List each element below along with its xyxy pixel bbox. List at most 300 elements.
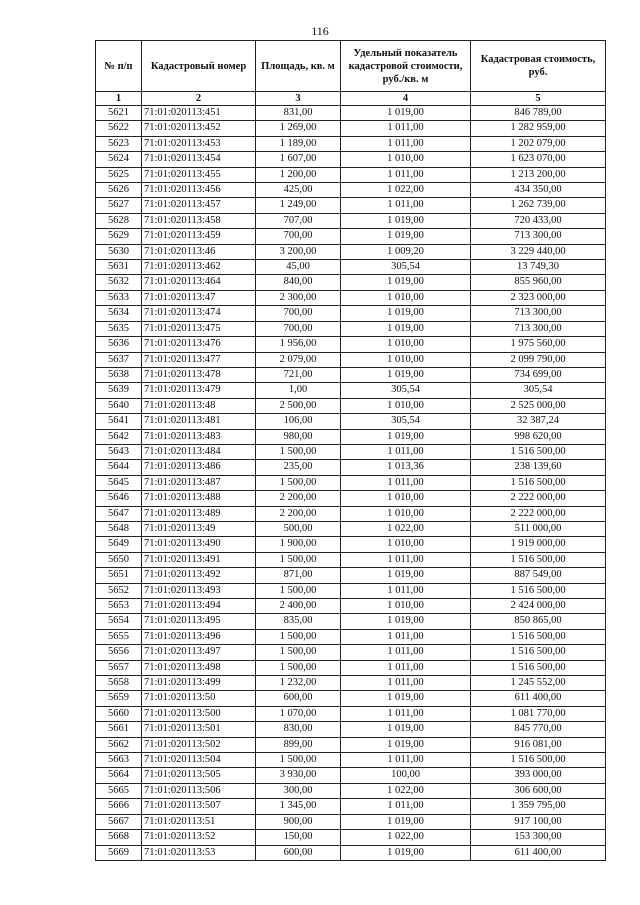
cadastral-cost-cell: 32 387,24 <box>471 414 606 429</box>
table-row <box>96 337 606 352</box>
specific-value-cell: 1 019,00 <box>341 106 471 121</box>
table-row <box>96 460 606 475</box>
area-cell: 1 500,00 <box>256 444 341 459</box>
cadastral-number-cell: 71:01:020113:477 <box>142 352 256 367</box>
cadastral-number-cell: 71:01:020113:490 <box>142 537 256 552</box>
row-number-cell: 5667 <box>96 814 142 829</box>
area-cell: 1 500,00 <box>256 645 341 660</box>
header-area: Площадь, кв. м <box>256 41 341 92</box>
area-cell: 2 200,00 <box>256 506 341 521</box>
row-number-cell: 5647 <box>96 506 142 521</box>
specific-value-cell: 1 022,00 <box>341 183 471 198</box>
cadastral-number-cell: 71:01:020113:496 <box>142 629 256 644</box>
specific-value-cell: 1 011,00 <box>341 660 471 675</box>
row-number-cell: 5635 <box>96 321 142 336</box>
area-cell: 106,00 <box>256 414 341 429</box>
area-cell: 871,00 <box>256 568 341 583</box>
row-number-cell: 5645 <box>96 475 142 490</box>
specific-value-cell: 1 019,00 <box>341 321 471 336</box>
row-number-cell: 5649 <box>96 537 142 552</box>
specific-value-cell: 1 019,00 <box>341 814 471 829</box>
cadastral-number-cell: 71:01:020113:459 <box>142 229 256 244</box>
cadastral-number-cell: 71:01:020113:484 <box>142 444 256 459</box>
cadastral-cost-cell: 720 433,00 <box>471 213 606 228</box>
row-number-cell: 5629 <box>96 229 142 244</box>
row-number-cell: 5625 <box>96 167 142 182</box>
table-row <box>96 306 606 321</box>
cadastral-number-cell: 71:01:020113:505 <box>142 768 256 783</box>
column-number: 1 <box>96 92 142 106</box>
cadastral-cost-cell: 611 400,00 <box>471 691 606 706</box>
specific-value-cell: 1 011,00 <box>341 645 471 660</box>
cadastral-number-cell: 71:01:020113:474 <box>142 306 256 321</box>
area-cell: 1 249,00 <box>256 198 341 213</box>
specific-value-cell: 1 011,00 <box>341 676 471 691</box>
cadastral-number-cell: 71:01:020113:457 <box>142 198 256 213</box>
row-number-cell: 5666 <box>96 799 142 814</box>
cadastral-number-cell: 71:01:020113:492 <box>142 568 256 583</box>
header-cadastral-cost: Кадастровая стоимость, руб. <box>471 41 606 92</box>
cadastral-number-cell: 71:01:020113:507 <box>142 799 256 814</box>
area-cell: 1 500,00 <box>256 475 341 490</box>
table-row <box>96 599 606 614</box>
row-number-cell: 5643 <box>96 444 142 459</box>
cadastral-cost-cell: 1 975 560,00 <box>471 337 606 352</box>
column-number: 2 <box>142 92 256 106</box>
specific-value-cell: 1 013,36 <box>341 460 471 475</box>
specific-value-cell: 1 010,00 <box>341 352 471 367</box>
specific-value-cell: 1 010,00 <box>341 491 471 506</box>
table-row <box>96 722 606 737</box>
cadastral-cost-cell: 2 424 000,00 <box>471 599 606 614</box>
cadastral-cost-cell: 1 202 079,00 <box>471 136 606 151</box>
specific-value-cell: 1 019,00 <box>341 568 471 583</box>
area-cell: 2 500,00 <box>256 398 341 413</box>
specific-value-cell: 1 011,00 <box>341 799 471 814</box>
area-cell: 1 500,00 <box>256 552 341 567</box>
row-number-cell: 5668 <box>96 830 142 845</box>
cadastral-cost-cell: 1 516 500,00 <box>471 645 606 660</box>
cadastral-cost-cell: 1 919 000,00 <box>471 537 606 552</box>
specific-value-cell: 1 011,00 <box>341 475 471 490</box>
specific-value-cell: 1 010,00 <box>341 398 471 413</box>
cadastral-cost-cell: 511 000,00 <box>471 521 606 536</box>
specific-value-cell: 1 010,00 <box>341 537 471 552</box>
row-number-cell: 5624 <box>96 152 142 167</box>
cadastral-number-cell: 71:01:020113:493 <box>142 583 256 598</box>
cadastral-number-cell: 71:01:020113:478 <box>142 367 256 382</box>
cadastral-number-cell: 71:01:020113:47 <box>142 290 256 305</box>
table-row <box>96 783 606 798</box>
row-number-cell: 5630 <box>96 244 142 259</box>
cadastral-number-cell: 71:01:020113:488 <box>142 491 256 506</box>
area-cell: 3 200,00 <box>256 244 341 259</box>
row-number-cell: 5665 <box>96 783 142 798</box>
area-cell: 1 232,00 <box>256 676 341 691</box>
row-number-cell: 5669 <box>96 845 142 860</box>
column-number-row <box>96 92 606 106</box>
area-cell: 830,00 <box>256 722 341 737</box>
specific-value-cell: 1 009,20 <box>341 244 471 259</box>
specific-value-cell: 1 019,00 <box>341 691 471 706</box>
row-number-cell: 5639 <box>96 383 142 398</box>
cadastral-number-cell: 71:01:020113:51 <box>142 814 256 829</box>
header-row-number: № п/п <box>96 41 142 92</box>
cadastral-cost-cell: 1 081 770,00 <box>471 706 606 721</box>
area-cell: 899,00 <box>256 737 341 752</box>
area-cell: 721,00 <box>256 367 341 382</box>
table-row <box>96 629 606 644</box>
area-cell: 1 269,00 <box>256 121 341 136</box>
specific-value-cell: 1 011,00 <box>341 444 471 459</box>
row-number-cell: 5627 <box>96 198 142 213</box>
area-cell: 1 500,00 <box>256 583 341 598</box>
specific-value-cell: 1 019,00 <box>341 614 471 629</box>
cadastral-cost-cell: 855 960,00 <box>471 275 606 290</box>
area-cell: 1 900,00 <box>256 537 341 552</box>
cadastral-number-cell: 71:01:020113:506 <box>142 783 256 798</box>
column-number: 5 <box>471 92 606 106</box>
area-cell: 1 345,00 <box>256 799 341 814</box>
area-cell: 707,00 <box>256 213 341 228</box>
cadastral-cost-cell: 306 600,00 <box>471 783 606 798</box>
table-row <box>96 814 606 829</box>
specific-value-cell: 1 010,00 <box>341 337 471 352</box>
area-cell: 831,00 <box>256 106 341 121</box>
row-number-cell: 5628 <box>96 213 142 228</box>
cadastral-cost-cell: 1 262 739,00 <box>471 198 606 213</box>
table-row <box>96 737 606 752</box>
area-cell: 835,00 <box>256 614 341 629</box>
table-row <box>96 167 606 182</box>
specific-value-cell: 1 011,00 <box>341 136 471 151</box>
row-number-cell: 5657 <box>96 660 142 675</box>
row-number-cell: 5633 <box>96 290 142 305</box>
area-cell: 1 607,00 <box>256 152 341 167</box>
table-row <box>96 213 606 228</box>
table-row <box>96 506 606 521</box>
table-row <box>96 321 606 336</box>
cadastral-cost-cell: 713 300,00 <box>471 229 606 244</box>
table-row <box>96 706 606 721</box>
area-cell: 300,00 <box>256 783 341 798</box>
area-cell: 900,00 <box>256 814 341 829</box>
specific-value-cell: 1 011,00 <box>341 583 471 598</box>
column-number: 4 <box>341 92 471 106</box>
cadastral-cost-cell: 1 359 795,00 <box>471 799 606 814</box>
cadastral-cost-cell: 916 081,00 <box>471 737 606 752</box>
specific-value-cell: 1 019,00 <box>341 737 471 752</box>
area-cell: 980,00 <box>256 429 341 444</box>
row-number-cell: 5642 <box>96 429 142 444</box>
cadastral-number-cell: 71:01:020113:479 <box>142 383 256 398</box>
table-row <box>96 660 606 675</box>
cadastral-cost-cell: 998 620,00 <box>471 429 606 444</box>
header-cadastral-number: Кадастровый номер <box>142 41 256 92</box>
table-row <box>96 475 606 490</box>
cadastral-number-cell: 71:01:020113:451 <box>142 106 256 121</box>
row-number-cell: 5638 <box>96 367 142 382</box>
specific-value-cell: 100,00 <box>341 768 471 783</box>
cadastral-number-cell: 71:01:020113:502 <box>142 737 256 752</box>
table-row <box>96 429 606 444</box>
cadastral-cost-cell: 434 350,00 <box>471 183 606 198</box>
cadastral-cost-cell: 1 282 959,00 <box>471 121 606 136</box>
specific-value-cell: 1 019,00 <box>341 429 471 444</box>
cadastral-number-cell: 71:01:020113:483 <box>142 429 256 444</box>
specific-value-cell: 1 022,00 <box>341 521 471 536</box>
table-header-row <box>96 41 606 92</box>
cadastral-cost-cell: 305,54 <box>471 383 606 398</box>
area-cell: 2 200,00 <box>256 491 341 506</box>
table-row <box>96 753 606 768</box>
area-cell: 3 930,00 <box>256 768 341 783</box>
cadastral-cost-cell: 1 516 500,00 <box>471 629 606 644</box>
cadastral-cost-cell: 1 623 070,00 <box>471 152 606 167</box>
table-row <box>96 691 606 706</box>
area-cell: 425,00 <box>256 183 341 198</box>
area-cell: 700,00 <box>256 229 341 244</box>
area-cell: 2 400,00 <box>256 599 341 614</box>
cadastral-cost-cell: 1 516 500,00 <box>471 475 606 490</box>
area-cell: 150,00 <box>256 830 341 845</box>
cadastral-cost-cell: 1 516 500,00 <box>471 660 606 675</box>
cadastral-number-cell: 71:01:020113:481 <box>142 414 256 429</box>
cadastral-number-cell: 71:01:020113:504 <box>142 753 256 768</box>
area-cell: 1 956,00 <box>256 337 341 352</box>
cadastral-cost-cell: 611 400,00 <box>471 845 606 860</box>
table-row <box>96 414 606 429</box>
specific-value-cell: 305,54 <box>341 260 471 275</box>
row-number-cell: 5637 <box>96 352 142 367</box>
row-number-cell: 5653 <box>96 599 142 614</box>
cadastral-number-cell: 71:01:020113:475 <box>142 321 256 336</box>
table-row <box>96 583 606 598</box>
table-row <box>96 367 606 382</box>
cadastral-number-cell: 71:01:020113:454 <box>142 152 256 167</box>
specific-value-cell: 1 011,00 <box>341 753 471 768</box>
cadastral-value-table <box>95 40 606 861</box>
row-number-cell: 5621 <box>96 106 142 121</box>
cadastral-number-cell: 71:01:020113:53 <box>142 845 256 860</box>
row-number-cell: 5663 <box>96 753 142 768</box>
table-row <box>96 568 606 583</box>
table-body <box>96 106 606 861</box>
table-row <box>96 676 606 691</box>
cadastral-number-cell: 71:01:020113:458 <box>142 213 256 228</box>
cadastral-number-cell: 71:01:020113:498 <box>142 660 256 675</box>
cadastral-cost-cell: 734 699,00 <box>471 367 606 382</box>
table-row <box>96 845 606 860</box>
cadastral-number-cell: 71:01:020113:453 <box>142 136 256 151</box>
table-row <box>96 383 606 398</box>
row-number-cell: 5652 <box>96 583 142 598</box>
cadastral-cost-cell: 850 865,00 <box>471 614 606 629</box>
table-row <box>96 614 606 629</box>
row-number-cell: 5661 <box>96 722 142 737</box>
specific-value-cell: 1 010,00 <box>341 599 471 614</box>
table-row <box>96 229 606 244</box>
cadastral-cost-cell: 153 300,00 <box>471 830 606 845</box>
table-row <box>96 183 606 198</box>
area-cell: 235,00 <box>256 460 341 475</box>
table-row <box>96 290 606 305</box>
row-number-cell: 5654 <box>96 614 142 629</box>
cadastral-cost-cell: 2 222 000,00 <box>471 491 606 506</box>
specific-value-cell: 1 010,00 <box>341 506 471 521</box>
cadastral-number-cell: 71:01:020113:500 <box>142 706 256 721</box>
specific-value-cell: 1 010,00 <box>341 290 471 305</box>
row-number-cell: 5636 <box>96 337 142 352</box>
row-number-cell: 5651 <box>96 568 142 583</box>
table-row <box>96 537 606 552</box>
area-cell: 2 079,00 <box>256 352 341 367</box>
row-number-cell: 5646 <box>96 491 142 506</box>
row-number-cell: 5648 <box>96 521 142 536</box>
cadastral-cost-cell: 713 300,00 <box>471 306 606 321</box>
row-number-cell: 5632 <box>96 275 142 290</box>
row-number-cell: 5623 <box>96 136 142 151</box>
cadastral-cost-cell: 393 000,00 <box>471 768 606 783</box>
cadastral-number-cell: 71:01:020113:486 <box>142 460 256 475</box>
cadastral-number-cell: 71:01:020113:46 <box>142 244 256 259</box>
row-number-cell: 5631 <box>96 260 142 275</box>
cadastral-number-cell: 71:01:020113:497 <box>142 645 256 660</box>
cadastral-number-cell: 71:01:020113:49 <box>142 521 256 536</box>
table-row <box>96 244 606 259</box>
row-number-cell: 5660 <box>96 706 142 721</box>
cadastral-cost-cell: 1 516 500,00 <box>471 753 606 768</box>
table-row <box>96 121 606 136</box>
cadastral-cost-cell: 713 300,00 <box>471 321 606 336</box>
specific-value-cell: 1 022,00 <box>341 783 471 798</box>
row-number-cell: 5634 <box>96 306 142 321</box>
specific-value-cell: 1 011,00 <box>341 167 471 182</box>
specific-value-cell: 1 019,00 <box>341 722 471 737</box>
table-row <box>96 198 606 213</box>
cadastral-cost-cell: 887 549,00 <box>471 568 606 583</box>
area-cell: 1,00 <box>256 383 341 398</box>
table-row <box>96 260 606 275</box>
area-cell: 840,00 <box>256 275 341 290</box>
cadastral-number-cell: 71:01:020113:476 <box>142 337 256 352</box>
row-number-cell: 5650 <box>96 552 142 567</box>
row-number-cell: 5640 <box>96 398 142 413</box>
row-number-cell: 5656 <box>96 645 142 660</box>
area-cell: 1 070,00 <box>256 706 341 721</box>
cadastral-number-cell: 71:01:020113:48 <box>142 398 256 413</box>
row-number-cell: 5658 <box>96 676 142 691</box>
area-cell: 600,00 <box>256 845 341 860</box>
row-number-cell: 5664 <box>96 768 142 783</box>
table-row <box>96 152 606 167</box>
specific-value-cell: 1 011,00 <box>341 552 471 567</box>
cadastral-cost-cell: 3 229 440,00 <box>471 244 606 259</box>
cadastral-cost-cell: 1 245 552,00 <box>471 676 606 691</box>
specific-value-cell: 1 019,00 <box>341 213 471 228</box>
cadastral-number-cell: 71:01:020113:456 <box>142 183 256 198</box>
specific-value-cell: 1 019,00 <box>341 229 471 244</box>
cadastral-cost-cell: 1 516 500,00 <box>471 552 606 567</box>
area-cell: 1 189,00 <box>256 136 341 151</box>
area-cell: 500,00 <box>256 521 341 536</box>
specific-value-cell: 1 019,00 <box>341 275 471 290</box>
cadastral-number-cell: 71:01:020113:499 <box>142 676 256 691</box>
cadastral-cost-cell: 1 516 500,00 <box>471 583 606 598</box>
cadastral-number-cell: 71:01:020113:452 <box>142 121 256 136</box>
specific-value-cell: 1 011,00 <box>341 198 471 213</box>
header-specific-value: Удельный показатель кадастровой стоимости, руб./кв. м <box>341 41 471 92</box>
cadastral-cost-cell: 1 213 200,00 <box>471 167 606 182</box>
specific-value-cell: 1 011,00 <box>341 706 471 721</box>
cadastral-cost-cell: 917 100,00 <box>471 814 606 829</box>
cadastral-number-cell: 71:01:020113:491 <box>142 552 256 567</box>
table-row <box>96 645 606 660</box>
area-cell: 1 200,00 <box>256 167 341 182</box>
cadastral-cost-cell: 13 749,30 <box>471 260 606 275</box>
area-cell: 700,00 <box>256 306 341 321</box>
cadastral-number-cell: 71:01:020113:50 <box>142 691 256 706</box>
table-row <box>96 106 606 121</box>
specific-value-cell: 1 019,00 <box>341 367 471 382</box>
specific-value-cell: 1 011,00 <box>341 121 471 136</box>
area-cell: 600,00 <box>256 691 341 706</box>
cadastral-cost-cell: 1 516 500,00 <box>471 444 606 459</box>
row-number-cell: 5659 <box>96 691 142 706</box>
table-row <box>96 136 606 151</box>
specific-value-cell: 1 010,00 <box>341 152 471 167</box>
table-row <box>96 352 606 367</box>
table-row <box>96 521 606 536</box>
cadastral-number-cell: 71:01:020113:52 <box>142 830 256 845</box>
table-row <box>96 799 606 814</box>
area-cell: 1 500,00 <box>256 753 341 768</box>
specific-value-cell: 1 011,00 <box>341 629 471 644</box>
table-row <box>96 275 606 290</box>
row-number-cell: 5622 <box>96 121 142 136</box>
cadastral-cost-cell: 238 139,60 <box>471 460 606 475</box>
cadastral-number-cell: 71:01:020113:489 <box>142 506 256 521</box>
table-row <box>96 768 606 783</box>
area-cell: 1 500,00 <box>256 629 341 644</box>
cadastral-number-cell: 71:01:020113:462 <box>142 260 256 275</box>
table-row <box>96 830 606 845</box>
row-number-cell: 5641 <box>96 414 142 429</box>
cadastral-number-cell: 71:01:020113:495 <box>142 614 256 629</box>
cadastral-number-cell: 71:01:020113:501 <box>142 722 256 737</box>
table-row <box>96 444 606 459</box>
cadastral-cost-cell: 2 099 790,00 <box>471 352 606 367</box>
specific-value-cell: 305,54 <box>341 414 471 429</box>
specific-value-cell: 1 019,00 <box>341 845 471 860</box>
page-number: 116 <box>311 24 329 38</box>
cadastral-cost-cell: 845 770,00 <box>471 722 606 737</box>
cadastral-cost-cell: 846 789,00 <box>471 106 606 121</box>
row-number-cell: 5644 <box>96 460 142 475</box>
row-number-cell: 5626 <box>96 183 142 198</box>
cadastral-number-cell: 71:01:020113:487 <box>142 475 256 490</box>
area-cell: 2 300,00 <box>256 290 341 305</box>
cadastral-cost-cell: 2 222 000,00 <box>471 506 606 521</box>
row-number-cell: 5655 <box>96 629 142 644</box>
cadastral-cost-cell: 2 525 000,00 <box>471 398 606 413</box>
specific-value-cell: 1 022,00 <box>341 830 471 845</box>
cadastral-number-cell: 71:01:020113:494 <box>142 599 256 614</box>
table-row <box>96 398 606 413</box>
table-row <box>96 491 606 506</box>
area-cell: 1 500,00 <box>256 660 341 675</box>
area-cell: 45,00 <box>256 260 341 275</box>
